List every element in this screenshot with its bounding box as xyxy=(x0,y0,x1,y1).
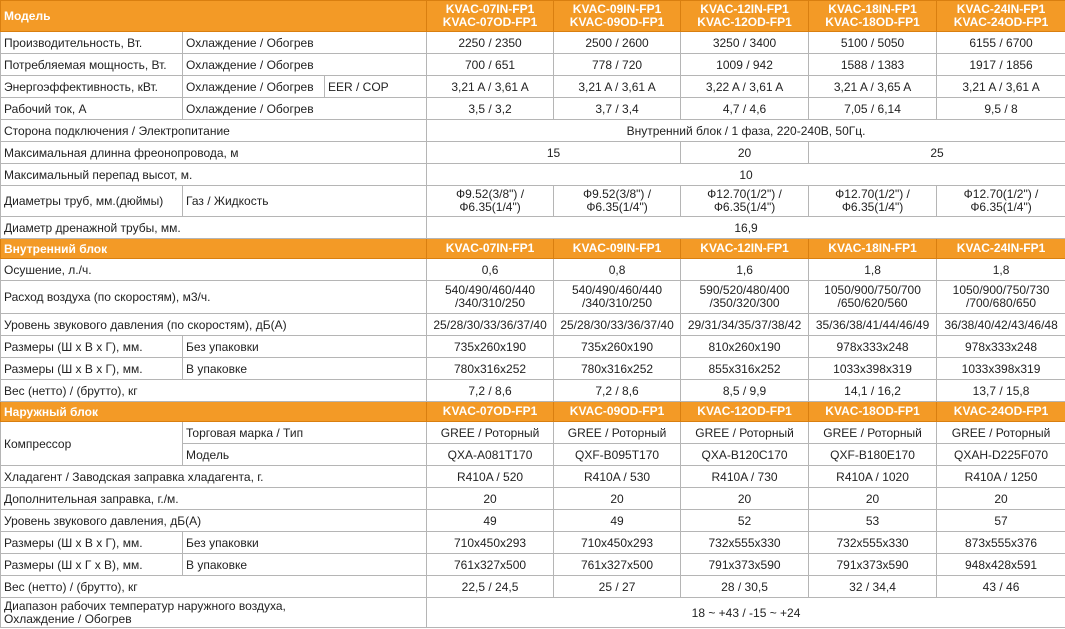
value-cell: 855x316x252 xyxy=(681,358,809,380)
value-cell: 32 / 34,4 xyxy=(809,576,937,598)
value-cell: 700 / 651 xyxy=(427,54,554,76)
row-label: Размеры (Ш х Г х В), мм. xyxy=(1,554,183,576)
value-cell: 780x316x252 xyxy=(427,358,554,380)
value-cell: 3,7 / 3,4 xyxy=(554,98,681,120)
value-cell: 22,5 / 24,5 xyxy=(427,576,554,598)
row-label: Рабочий ток, А xyxy=(1,98,183,120)
outdoor-section-title: Наружный блок xyxy=(1,402,427,422)
model-header-cell: KVAC-07OD-FP1 xyxy=(427,402,554,422)
model-header-row xyxy=(1,1,1065,32)
table-row xyxy=(1,54,1065,76)
value-cell: GREE / Роторный xyxy=(554,422,681,444)
value-cell: 3250 / 3400 xyxy=(681,32,809,54)
value-cell: 1033x398x319 xyxy=(809,358,937,380)
row-label: Расход воздуха (по скоростям), м3/ч. xyxy=(1,281,427,314)
value-cell: 735x260x190 xyxy=(427,336,554,358)
value-cell: 35/36/38/41/44/46/49 xyxy=(809,314,937,336)
row-sublabel: Газ / Жидкость xyxy=(183,186,427,217)
row-sublabel: Охлаждение / Обогрев xyxy=(183,54,427,76)
value-cell: 710x450x293 xyxy=(554,532,681,554)
value-cell: 43 / 46 xyxy=(937,576,1065,598)
value-cell: 3,21 A / 3,65 A xyxy=(809,76,937,98)
value-cell: 25/28/30/33/36/37/40 xyxy=(554,314,681,336)
row-label: Потребляемая мощность, Вт. xyxy=(1,54,183,76)
table-row xyxy=(1,554,1065,576)
value-cell: GREE / Роторный xyxy=(681,422,809,444)
value-cell: QXAH-D225F070 xyxy=(937,444,1065,466)
row-sublabel: Без упаковки xyxy=(183,532,427,554)
value-cell: 735x260x190 xyxy=(554,336,681,358)
value-cell: 2500 / 2600 xyxy=(554,32,681,54)
value-cell: Ф12.70(1/2") / Ф6.35(1/4") xyxy=(681,186,809,217)
row-label: Хладагент / Заводская заправка хладагента, г. xyxy=(1,466,427,488)
row-label: Размеры (Ш х В х Г), мм. xyxy=(1,336,183,358)
value-cell: R410A / 520 xyxy=(427,466,554,488)
value-cell: 14,1 / 16,2 xyxy=(809,380,937,402)
value-cell: 25 xyxy=(809,142,1065,164)
row-sublabel: Охлаждение / Обогрев xyxy=(183,98,427,120)
row-label: Максимальный перепад высот, м. xyxy=(1,164,427,186)
value-cell: 873x555x376 xyxy=(937,532,1065,554)
table-row xyxy=(1,186,1065,217)
value-cell: 20 xyxy=(427,488,554,510)
value-cell: 5100 / 5050 xyxy=(809,32,937,54)
value-cell: 1050/900/750/700 /650/620/560 xyxy=(809,281,937,314)
value-cell: 761x327x500 xyxy=(427,554,554,576)
value-cell: 10 xyxy=(427,164,1065,186)
table-row xyxy=(1,336,1065,358)
model-header-cell: KVAC-09IN-FP1 xyxy=(554,239,681,259)
table-row xyxy=(1,217,1065,239)
value-cell: GREE / Роторный xyxy=(937,422,1065,444)
row-label: Уровень звукового давления (по скоростям), дБ(А) xyxy=(1,314,427,336)
table-row xyxy=(1,576,1065,598)
row-label: Максимальная длинна фреонопровода, м xyxy=(1,142,427,164)
value-cell: 18 ~ +43 / -15 ~ +24 xyxy=(427,598,1065,628)
model-header-cell: KVAC-18IN-FP1 KVAC-18OD-FP1 xyxy=(809,1,937,32)
value-cell: 0,8 xyxy=(554,259,681,281)
value-cell: 29/31/34/35/37/38/42 xyxy=(681,314,809,336)
row-label: Производительность, Вт. xyxy=(1,32,183,54)
row-sublabel: Охлаждение / Обогрев xyxy=(183,76,325,98)
value-cell: 20 xyxy=(809,488,937,510)
value-cell: 780x316x252 xyxy=(554,358,681,380)
model-header-cell: KVAC-07IN-FP1 KVAC-07OD-FP1 xyxy=(427,1,554,32)
row-label: Осушение, л./ч. xyxy=(1,259,427,281)
value-cell: GREE / Роторный xyxy=(427,422,554,444)
value-cell: Ф12.70(1/2") / Ф6.35(1/4") xyxy=(937,186,1065,217)
table-row xyxy=(1,358,1065,380)
value-cell: 25/28/30/33/36/37/40 xyxy=(427,314,554,336)
model-header-cell: KVAC-12IN-FP1 xyxy=(681,239,809,259)
value-cell: QXA-B120C170 xyxy=(681,444,809,466)
row-label: Размеры (Ш х В х Г), мм. xyxy=(1,532,183,554)
model-header-cell: KVAC-09IN-FP1 KVAC-09OD-FP1 xyxy=(554,1,681,32)
value-cell: 8,5 / 9,9 xyxy=(681,380,809,402)
table-row xyxy=(1,510,1065,532)
row-sublabel: В упаковке xyxy=(183,554,427,576)
value-cell: 3,5 / 3,2 xyxy=(427,98,554,120)
value-cell: Внутренний блок / 1 фаза, 220-240В, 50Гц. xyxy=(427,120,1065,142)
value-cell: 540/490/460/440 /340/310/250 xyxy=(554,281,681,314)
model-header-cell: KVAC-18IN-FP1 xyxy=(809,239,937,259)
value-cell: 57 xyxy=(937,510,1065,532)
row-sublabel: Охлаждение / Обогрев xyxy=(183,32,427,54)
value-cell: Ф12.70(1/2") / Ф6.35(1/4") xyxy=(809,186,937,217)
value-cell: 7,2 / 8,6 xyxy=(554,380,681,402)
row-label: Дополнительная заправка, г./м. xyxy=(1,488,427,510)
table-row xyxy=(1,380,1065,402)
row-sublabel: В упаковке xyxy=(183,358,427,380)
outdoor-header-row xyxy=(1,402,1065,422)
row-label: Энергоэффективность, кВт. xyxy=(1,76,183,98)
indoor-section-title: Внутренний блок xyxy=(1,239,427,259)
value-cell: R410A / 530 xyxy=(554,466,681,488)
value-cell: 13,7 / 15,8 xyxy=(937,380,1065,402)
value-cell: 590/520/480/400 /350/320/300 xyxy=(681,281,809,314)
value-cell: 28 / 30,5 xyxy=(681,576,809,598)
value-cell: 52 xyxy=(681,510,809,532)
row-sublabel: Торговая марка / Тип xyxy=(183,422,427,444)
value-cell: 978x333x248 xyxy=(937,336,1065,358)
table-row xyxy=(1,164,1065,186)
model-header-cell: KVAC-24OD-FP1 xyxy=(937,402,1065,422)
row-label: Диапазон рабочих температур наружного воздуха, Охлаждение / Обогрев xyxy=(1,598,427,628)
value-cell: GREE / Роторный xyxy=(809,422,937,444)
row-label: Вес (нетто) / (брутто), кг xyxy=(1,576,427,598)
value-cell: 36/38/40/42/43/46/48 xyxy=(937,314,1065,336)
table-row xyxy=(1,259,1065,281)
value-cell: 1588 / 1383 xyxy=(809,54,937,76)
table-row xyxy=(1,76,1065,98)
table-row xyxy=(1,422,1065,444)
value-cell: 53 xyxy=(809,510,937,532)
value-cell: 0,6 xyxy=(427,259,554,281)
value-cell: QXA-A081T170 xyxy=(427,444,554,466)
model-header-cell: KVAC-24IN-FP1 KVAC-24OD-FP1 xyxy=(937,1,1065,32)
table-row xyxy=(1,532,1065,554)
value-cell: 2250 / 2350 xyxy=(427,32,554,54)
table-row xyxy=(1,98,1065,120)
table-row xyxy=(1,466,1065,488)
indoor-header-row xyxy=(1,239,1065,259)
value-cell: 810x260x190 xyxy=(681,336,809,358)
row-label: Размеры (Ш х В х Г), мм. xyxy=(1,358,183,380)
value-cell: 1,8 xyxy=(809,259,937,281)
row-label: Диаметр дренажной трубы, мм. xyxy=(1,217,427,239)
value-cell: 791x373x590 xyxy=(809,554,937,576)
value-cell: 1,8 xyxy=(937,259,1065,281)
value-cell: 20 xyxy=(554,488,681,510)
value-cell: 1033x398x319 xyxy=(937,358,1065,380)
value-cell: R410A / 1020 xyxy=(809,466,937,488)
value-cell: 49 xyxy=(427,510,554,532)
value-cell: 3,22 A / 3,61 A xyxy=(681,76,809,98)
value-cell: 710x450x293 xyxy=(427,532,554,554)
value-cell: QXF-B095T170 xyxy=(554,444,681,466)
value-cell: 1,6 xyxy=(681,259,809,281)
value-cell: 4,7 / 4,6 xyxy=(681,98,809,120)
value-cell: 3,21 A / 3,61 A xyxy=(937,76,1065,98)
value-cell: QXF-B180E170 xyxy=(809,444,937,466)
model-header-cell: KVAC-12OD-FP1 xyxy=(681,402,809,422)
value-cell: 20 xyxy=(681,488,809,510)
row-label: Сторона подключения / Электропитание xyxy=(1,120,427,142)
table-row xyxy=(1,142,1065,164)
value-cell: R410A / 730 xyxy=(681,466,809,488)
table-row xyxy=(1,598,1065,628)
row-sublabel: Без упаковки xyxy=(183,336,427,358)
value-cell: 732x555x330 xyxy=(809,532,937,554)
model-header-cell: KVAC-18OD-FP1 xyxy=(809,402,937,422)
value-cell: 7,05 / 6,14 xyxy=(809,98,937,120)
row-label: Диаметры труб, мм.(дюймы) xyxy=(1,186,183,217)
model-header-cell: KVAC-07IN-FP1 xyxy=(427,239,554,259)
table-row xyxy=(1,314,1065,336)
row-label: Компрессор xyxy=(1,422,183,466)
value-cell: 540/490/460/440 /340/310/250 xyxy=(427,281,554,314)
table-row xyxy=(1,32,1065,54)
row-label: Уровень звукового давления, дБ(А) xyxy=(1,510,427,532)
row-sublabel-2: EER / COP xyxy=(325,76,427,98)
model-header-cell: KVAC-24IN-FP1 xyxy=(937,239,1065,259)
model-header-title: Модель xyxy=(1,1,427,32)
value-cell: 1009 / 942 xyxy=(681,54,809,76)
value-cell: 20 xyxy=(681,142,809,164)
value-cell: 978x333x248 xyxy=(809,336,937,358)
table-row xyxy=(1,281,1065,314)
value-cell: R410A / 1250 xyxy=(937,466,1065,488)
value-cell: 25 / 27 xyxy=(554,576,681,598)
value-cell: Ф9.52(3/8") / Ф6.35(1/4") xyxy=(554,186,681,217)
table-row xyxy=(1,488,1065,510)
value-cell: 732x555x330 xyxy=(681,532,809,554)
value-cell: 49 xyxy=(554,510,681,532)
value-cell: 20 xyxy=(937,488,1065,510)
model-header-cell: KVAC-09OD-FP1 xyxy=(554,402,681,422)
value-cell: 791x373x590 xyxy=(681,554,809,576)
row-sublabel: Модель xyxy=(183,444,427,466)
value-cell: 16,9 xyxy=(427,217,1065,239)
value-cell: 1050/900/750/730 /700/680/650 xyxy=(937,281,1065,314)
value-cell: 7,2 / 8,6 xyxy=(427,380,554,402)
row-label: Вес (нетто) / (брутто), кг xyxy=(1,380,427,402)
value-cell: 9,5 / 8 xyxy=(937,98,1065,120)
value-cell: 6155 / 6700 xyxy=(937,32,1065,54)
value-cell: 1917 / 1856 xyxy=(937,54,1065,76)
value-cell: 761x327x500 xyxy=(554,554,681,576)
value-cell: 3,21 A / 3,61 A xyxy=(427,76,554,98)
value-cell: 778 / 720 xyxy=(554,54,681,76)
table-row xyxy=(1,120,1065,142)
value-cell: 3,21 A / 3,61 A xyxy=(554,76,681,98)
value-cell: 15 xyxy=(427,142,681,164)
value-cell: 948x428x591 xyxy=(937,554,1065,576)
value-cell: Ф9.52(3/8") / Ф6.35(1/4") xyxy=(427,186,554,217)
model-header-cell: KVAC-12IN-FP1 KVAC-12OD-FP1 xyxy=(681,1,809,32)
